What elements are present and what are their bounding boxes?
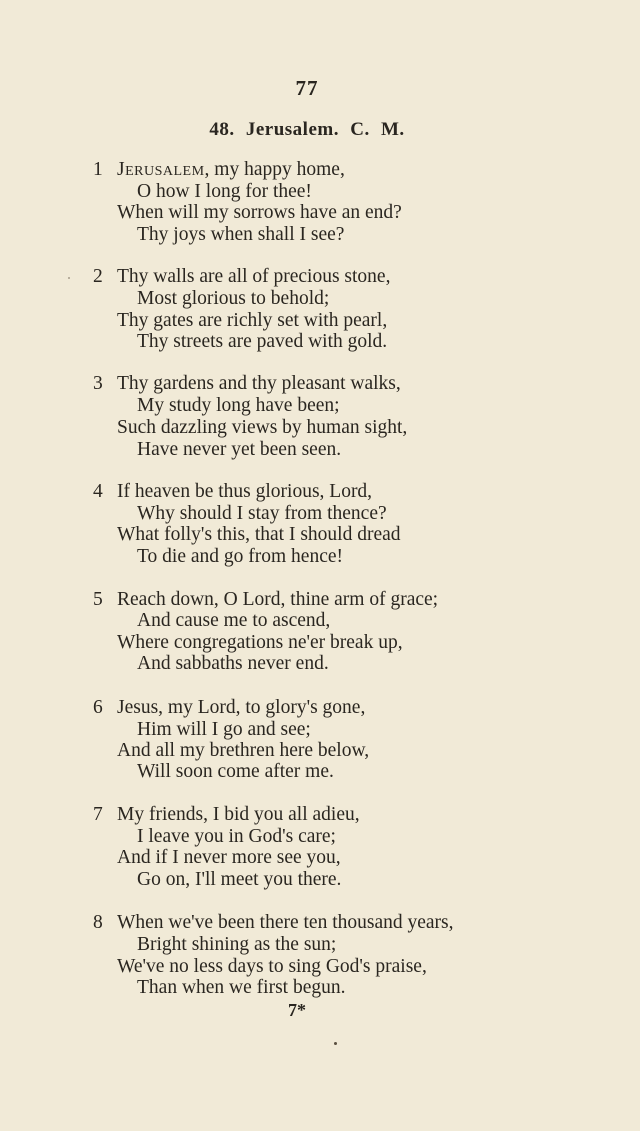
stanza-line-3: Thy gates are richly set with pearl, <box>117 310 388 331</box>
stanza-line-1: My friends, I bid you all adieu, <box>117 804 360 825</box>
stanza-number: 8 <box>93 912 103 933</box>
stanza-line-2: Most glorious to behold; <box>137 288 330 309</box>
stanza-line-3: When will my sorrows have an end? <box>117 202 402 223</box>
stanza-number: 2 <box>93 266 103 287</box>
stanza-line-1: Thy gardens and thy pleasant walks, <box>117 373 401 394</box>
stanza-line-2: Why should I stay from thence? <box>137 503 387 524</box>
stanza-line-4: Go on, I'll meet you there. <box>137 869 342 890</box>
stanza-line-4: And sabbaths never end. <box>137 653 329 674</box>
stanza-line-3: And if I never more see you, <box>117 847 341 868</box>
stanza-line-4: Thy streets are paved with gold. <box>137 331 388 352</box>
first-line-rest: , my happy home, <box>204 159 345 180</box>
stanza-line-4: Have never yet been seen. <box>137 439 342 460</box>
stanza-line-3: We've no less days to sing God's praise, <box>117 956 427 977</box>
stanza-line-2: My study long have been; <box>137 395 340 416</box>
stanza-number: 5 <box>93 589 103 610</box>
ink-speck <box>334 1042 337 1045</box>
stanza-line-4: Than when we first begun. <box>137 977 346 998</box>
stanza-line-2: I leave you in God's care; <box>137 826 336 847</box>
stanza-line-1: Reach down, O Lord, thine arm of grace; <box>117 589 439 610</box>
stanza-number: 6 <box>93 697 103 718</box>
stanza-line-2: Him will I go and see; <box>137 719 311 740</box>
stanza-line-2: And cause me to ascend, <box>137 610 331 631</box>
stanza-line-3: Such dazzling views by human sight, <box>117 417 408 438</box>
ink-speck <box>68 277 70 279</box>
stanza-number: 4 <box>93 481 103 502</box>
stanza-number: 7 <box>93 804 103 825</box>
stanza-line-4: To die and go from hence! <box>137 546 344 567</box>
stanza-number: 1 <box>93 159 103 180</box>
stanza-line-3: Where congregations ne'er break up, <box>117 632 403 653</box>
page-number: 77 <box>295 76 319 100</box>
stanza-line-2: Bright shining as the sun; <box>137 934 337 955</box>
stanza-line-1: Thy walls are all of precious stone, <box>117 266 391 287</box>
stanza-line-3: And all my brethren here below, <box>117 740 370 761</box>
stanza-line-1: Jesus, my Lord, to glory's gone, <box>117 697 366 718</box>
stanza-line-2: O how I long for thee! <box>137 181 312 202</box>
first-word-small-caps: Jerusalem <box>117 159 205 180</box>
stanza-line-1: If heaven be thus glorious, Lord, <box>117 481 373 502</box>
stanza-line-1 <box>117 159 345 181</box>
hymn-title: 48. Jerusalem. C. M. <box>209 119 405 140</box>
stanza-line-4: Thy joys when shall I see? <box>137 224 345 245</box>
stanza-line-1: When we've been there ten thousand years, <box>117 912 454 933</box>
signature-mark: 7* <box>288 1000 306 1020</box>
stanza-number: 3 <box>93 373 103 394</box>
stanza-line-3: What folly's this, that I should dread <box>117 524 401 545</box>
stanza-line-4: Will soon come after me. <box>137 761 334 782</box>
